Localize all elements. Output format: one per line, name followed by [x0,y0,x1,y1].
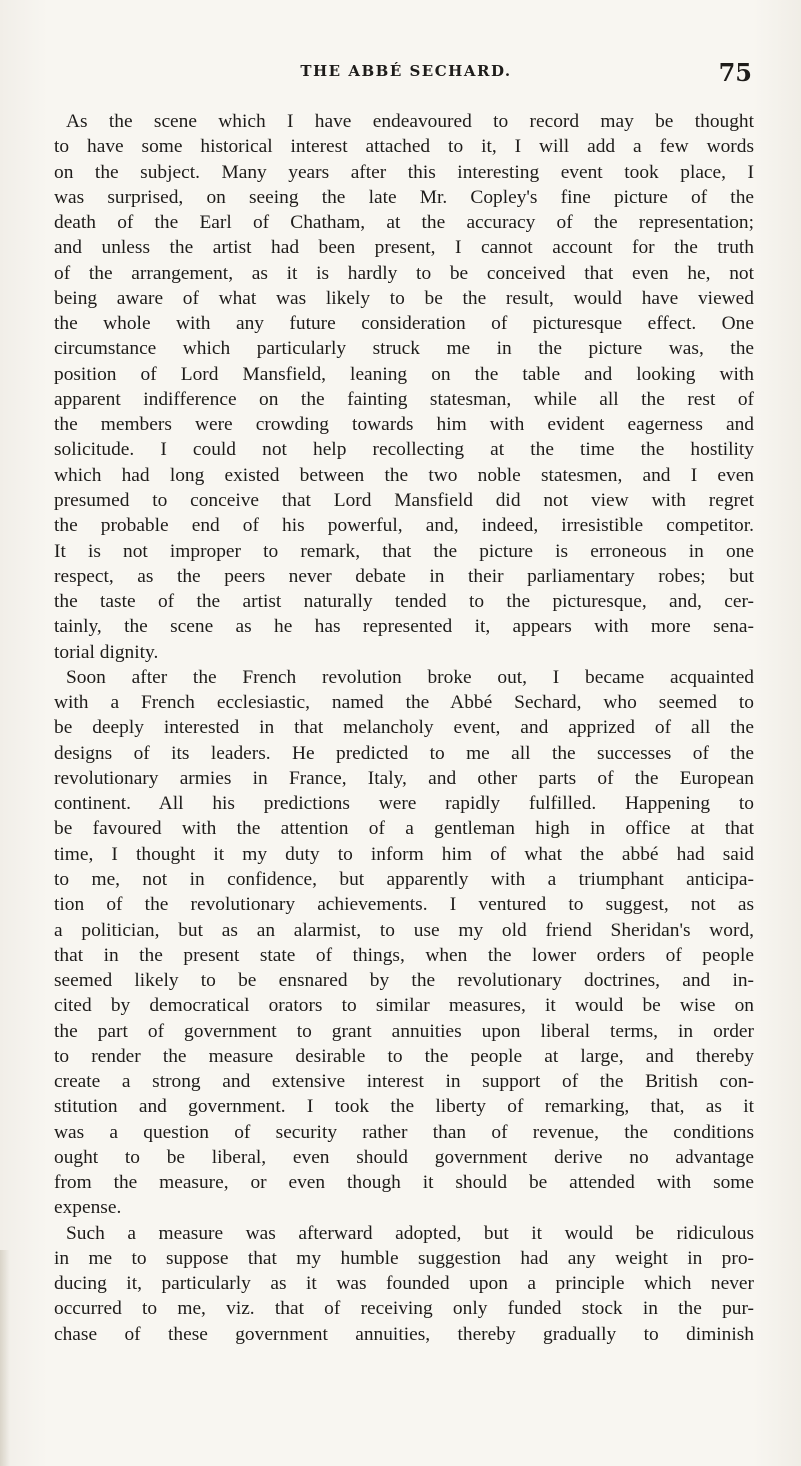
page-spine-shadow [0,1250,10,1466]
text-line: position of Lord Mansfield, leaning on the table and looking with [54,363,754,385]
text-line: a politician, but as an alarmist, to use my old friend Sheridan's word, [54,919,754,941]
text-line: the taste of the artist naturally tended to the picturesque, and, cer- [54,591,754,613]
text-line: on the subject. Many years after this interesting event took place, I [54,161,754,183]
text-line: which had long existed between the two noble statesmen, and I even [54,464,754,486]
text-line: be deeply interested in that melancholy event, and apprized of all the [54,717,754,739]
text-line: of the arrangement, as it is hardly to be conceived that even he, not [54,262,754,284]
text-line: the members were crowding towards him with evident eagerness and [54,414,754,436]
text-line: with a French ecclesiastic, named the Abbé Sechard, who seemed to [54,692,754,714]
page-number: 75 [718,58,752,87]
text-line: Such a measure was afterward adopted, but it would be ridiculous [66,1222,754,1244]
text-line: cited by democratical orators to similar measures, it would be wise on [54,995,754,1017]
text-line: tainly, the scene as he has represented it, appears with more sena- [54,616,754,638]
text-line: apparent indifference on the fainting statesman, while all the rest of [54,388,754,410]
text-line: stitution and government. I took the liberty of remarking, that, as it [54,1096,754,1118]
text-line: presumed to conceive that Lord Mansfield did not view with regret [54,489,754,511]
text-line: and unless the artist had been present, I cannot account for the truth [54,237,754,259]
text-line: time, I thought it my duty to inform him of what the abbé had said [54,843,754,865]
text-line: occurred to me, viz. that of receiving only funded stock in the pur- [54,1298,754,1320]
text-line: the probable end of his powerful, and, indeed, irresistible competitor. [54,515,754,537]
text-line: Soon after the French revolution broke out, I became acquainted [66,666,754,688]
running-head: THE ABBÉ SECHARD. [300,62,512,80]
text-line: solicitude. I could not help recollecting at the time the hostility [54,439,754,461]
text-line: to have some historical interest attached to it, I will add a few words [54,136,754,158]
text-line: to me, not in confidence, but apparently with a triumphant anticipa- [54,868,754,890]
text-line: torial dignity. [54,641,159,663]
text-line: be favoured with the attention of a gentleman high in office at that [54,818,754,840]
text-line: create a strong and extensive interest in support of the British con- [54,1071,754,1093]
text-line: designs of its leaders. He predicted to me all the successes of the [54,742,754,764]
text-line: the part of government to grant annuities upon liberal terms, in order [54,1020,754,1042]
text-line: revolutionary armies in France, Italy, and other parts of the European [54,767,754,789]
page-header [60,58,752,92]
text-line: was surprised, on seeing the late Mr. Copley's fine picture of the [54,186,754,208]
text-line: It is not improper to remark, that the picture is erroneous in one [54,540,754,562]
text-line: chase of these government annuities, thereby gradually to diminish [54,1323,754,1345]
text-line: ought to be liberal, even should government derive no advantage [54,1146,754,1168]
text-line: being aware of what was likely to be the result, would have viewed [54,287,754,309]
text-line: the whole with any future consideration of picturesque effect. One [54,313,754,335]
text-line: seemed likely to be ensnared by the revolutionary doctrines, and in- [54,970,754,992]
text-line: respect, as the peers never debate in their parliamentary robes; but [54,565,754,587]
text-line: to render the measure desirable to the people at large, and thereby [54,1045,754,1067]
text-line: in me to suppose that my humble suggestion had any weight in pro- [54,1247,754,1269]
body-text [54,109,754,1347]
text-line: from the measure, or even though it should be attended with some [54,1172,754,1194]
text-line: continent. All his predictions were rapidly fulfilled. Happening to [54,793,754,815]
text-line: death of the Earl of Chatham, at the accuracy of the representation; [54,212,754,234]
text-line: tion of the revolutionary achievements. I ventured to suggest, not as [54,894,754,916]
text-line: that in the present state of things, when the lower orders of people [54,944,754,966]
text-line: As the scene which I have endeavoured to record may be thought [66,111,754,132]
text-line: ducing it, particularly as it was founded upon a principle which never [54,1273,754,1295]
text-line: was a question of security rather than of revenue, the conditions [54,1121,754,1143]
text-line: expense. [54,1197,122,1219]
text-line: circumstance which particularly struck me in the picture was, the [54,338,754,360]
